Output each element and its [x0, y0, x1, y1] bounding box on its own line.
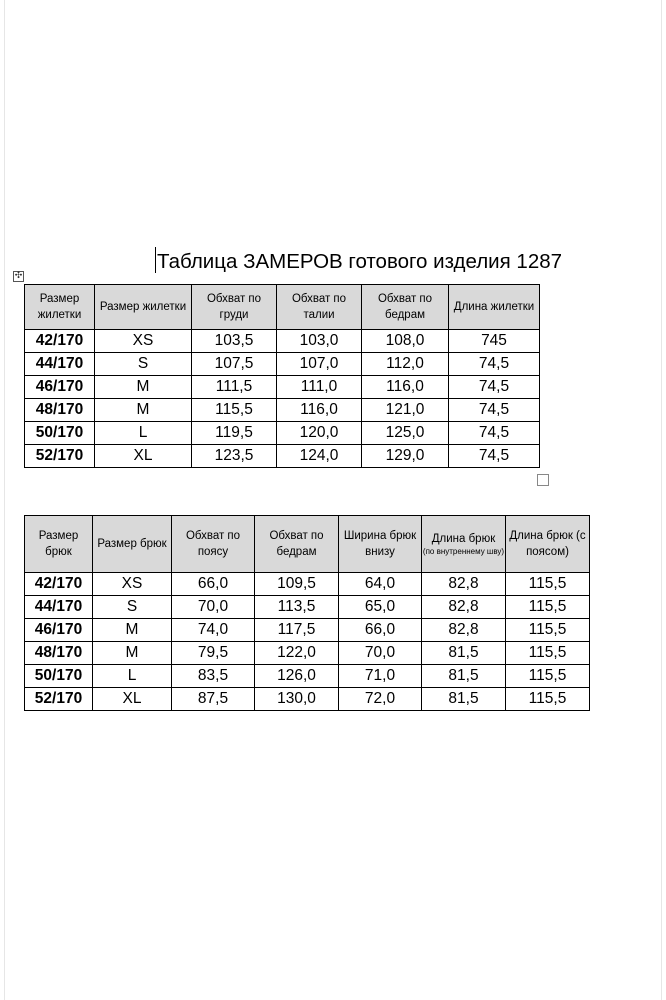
size-number-cell: 52/170 [25, 688, 93, 711]
table-row [25, 445, 540, 468]
size-letter-cell: S [95, 353, 192, 376]
size-number-cell: 52/170 [25, 445, 95, 468]
measurement-cell: 119,5 [192, 422, 277, 445]
measurement-cell: 107,0 [277, 353, 362, 376]
size-letter-cell: M [93, 642, 172, 665]
table-row [25, 376, 540, 399]
measurement-cell: 121,0 [362, 399, 449, 422]
size-letter-cell: M [93, 619, 172, 642]
measurement-cell: 70,0 [172, 596, 255, 619]
measurement-cell: 81,5 [422, 642, 506, 665]
table-row [25, 422, 540, 445]
measurement-cell: 111,5 [192, 376, 277, 399]
measurement-cell: 115,5 [506, 596, 590, 619]
page-edge-left [4, 0, 5, 1000]
size-letter-cell: XS [95, 330, 192, 353]
measurement-cell: 74,5 [449, 422, 540, 445]
measurement-cell: 745 [449, 330, 540, 353]
measurement-cell: 71,0 [339, 665, 422, 688]
size-letter-cell: S [93, 596, 172, 619]
table-header-row [25, 285, 540, 330]
size-number-cell: 44/170 [25, 353, 95, 376]
header-cell: Обхват по бедрам [255, 516, 339, 573]
table-row [25, 330, 540, 353]
measurement-cell: 103,0 [277, 330, 362, 353]
measurement-cell: 83,5 [172, 665, 255, 688]
header-cell: Обхват по бедрам [362, 285, 449, 330]
measurement-cell: 115,5 [506, 688, 590, 711]
measurement-cell: 74,5 [449, 353, 540, 376]
header-cell: Длина брюк (с поясом) [506, 516, 590, 573]
table-row [25, 573, 590, 596]
text-cursor [155, 247, 156, 273]
table-row [25, 619, 590, 642]
measurement-cell: 66,0 [339, 619, 422, 642]
measurement-cell: 109,5 [255, 573, 339, 596]
measurement-cell: 74,5 [449, 399, 540, 422]
measurement-cell: 115,5 [506, 642, 590, 665]
header-cell: Обхват по поясу [172, 516, 255, 573]
table-row [25, 688, 590, 711]
measurement-cell: 72,0 [339, 688, 422, 711]
table-move-icon[interactable]: ✣ [14, 271, 23, 281]
size-letter-cell: M [95, 399, 192, 422]
measurement-cell: 125,0 [362, 422, 449, 445]
header-cell: Длина жилетки [449, 285, 540, 330]
measurement-cell: 70,0 [339, 642, 422, 665]
document-title: Таблица ЗАМЕРОВ готового изделия 1287 [157, 250, 563, 273]
header-cell: Размер жилетки [25, 285, 95, 330]
table-header-row [25, 516, 590, 573]
pants-table-body [25, 573, 590, 711]
measurement-cell: 74,5 [449, 445, 540, 468]
size-letter-cell: XL [95, 445, 192, 468]
header-cell: Обхват по талии [277, 285, 362, 330]
measurement-cell: 116,0 [362, 376, 449, 399]
size-letter-cell: L [93, 665, 172, 688]
size-number-cell: 48/170 [25, 399, 95, 422]
size-number-cell: 50/170 [25, 665, 93, 688]
page-edge-right [661, 0, 662, 1000]
measurement-cell: 82,8 [422, 573, 506, 596]
pants-measurements-table [24, 515, 590, 711]
measurement-cell: 115,5 [192, 399, 277, 422]
measurement-cell: 64,0 [339, 573, 422, 596]
size-letter-cell: L [95, 422, 192, 445]
header-cell-pants-length [422, 516, 506, 573]
size-number-cell: 44/170 [25, 596, 93, 619]
size-letter-cell: M [95, 376, 192, 399]
measurement-cell: 107,5 [192, 353, 277, 376]
vest-table-body [25, 330, 540, 468]
measurement-cell: 66,0 [172, 573, 255, 596]
header-cell: Размер жилетки [95, 285, 192, 330]
measurement-cell: 123,5 [192, 445, 277, 468]
measurement-cell: 116,0 [277, 399, 362, 422]
size-number-cell: 42/170 [25, 573, 93, 596]
header-cell: Обхват по груди [192, 285, 277, 330]
measurement-cell: 111,0 [277, 376, 362, 399]
table-row [25, 665, 590, 688]
measurement-cell: 74,0 [172, 619, 255, 642]
size-number-cell: 48/170 [25, 642, 93, 665]
measurement-cell: 74,5 [449, 376, 540, 399]
size-number-cell: 46/170 [25, 376, 95, 399]
header-cell: Размер брюк [93, 516, 172, 573]
header-label: Длина брюк [431, 533, 496, 545]
measurement-cell: 82,8 [422, 596, 506, 619]
table-row [25, 399, 540, 422]
vest-measurements-table [24, 284, 540, 468]
measurement-cell: 117,5 [255, 619, 339, 642]
measurement-cell: 130,0 [255, 688, 339, 711]
measurement-cell: 87,5 [172, 688, 255, 711]
header-cell: Размер брюк [25, 516, 93, 573]
measurement-cell: 65,0 [339, 596, 422, 619]
table-row [25, 596, 590, 619]
measurement-cell: 115,5 [506, 619, 590, 642]
measurement-cell: 126,0 [255, 665, 339, 688]
measurement-cell: 81,5 [422, 665, 506, 688]
table-row [25, 353, 540, 376]
measurement-cell: 115,5 [506, 573, 590, 596]
measurement-cell: 124,0 [277, 445, 362, 468]
header-note: (по внутреннему шву) [422, 547, 505, 556]
measurement-cell: 108,0 [362, 330, 449, 353]
measurement-cell: 112,0 [362, 353, 449, 376]
size-number-cell: 46/170 [25, 619, 93, 642]
table-resize-icon[interactable] [537, 474, 549, 486]
measurement-cell: 122,0 [255, 642, 339, 665]
header-cell: Ширина брюк внизу [339, 516, 422, 573]
measurement-cell: 81,5 [422, 688, 506, 711]
measurement-cell: 82,8 [422, 619, 506, 642]
size-number-cell: 50/170 [25, 422, 95, 445]
measurement-cell: 115,5 [506, 665, 590, 688]
size-letter-cell: XS [93, 573, 172, 596]
measurement-cell: 129,0 [362, 445, 449, 468]
measurement-cell: 103,5 [192, 330, 277, 353]
size-number-cell: 42/170 [25, 330, 95, 353]
table-row [25, 642, 590, 665]
measurement-cell: 79,5 [172, 642, 255, 665]
measurement-cell: 113,5 [255, 596, 339, 619]
measurement-cell: 120,0 [277, 422, 362, 445]
size-letter-cell: XL [93, 688, 172, 711]
